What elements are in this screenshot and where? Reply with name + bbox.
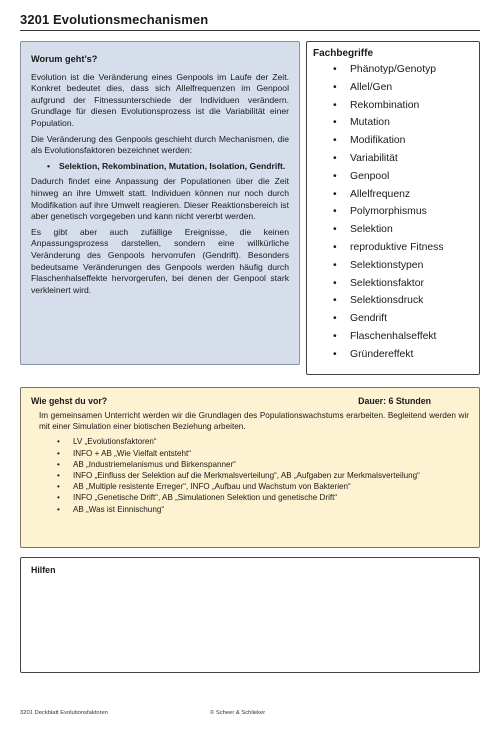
term-item: • Selektionstypen (313, 257, 473, 275)
title-divider (20, 30, 480, 31)
evolution-factors: • Selektion, Rekombination, Mutation, Isolation, Gendrift. (43, 161, 289, 173)
duration-label: Dauer: 6 Stunden (358, 396, 431, 406)
intro-paragraph-4: Es gibt aber auch zufällige Ereignisse, die keinen Anpassungsprozess darstellen, sondern eine willkürliche Veränderung des Genpools hervorrufen (Gendrift). Besonders bedeutsame Veränderungen des Genpools werden häufig durch Flaschenhalseffekte hervorgerufen, bei denen der Genpool stark verkleinert wird. (31, 226, 289, 295)
term-item: • Modifikation (313, 132, 473, 150)
terms-list (313, 61, 473, 364)
terms-heading: Fachbegriffe (313, 48, 374, 59)
term-item: • Phänotyp/Genotyp (313, 61, 473, 79)
term-item: • Mutation (313, 114, 473, 132)
term-item: • Flaschenhalseffekt (313, 328, 473, 346)
procedure-item: • INFO + AB „Wie Vielfalt entsteht“ (55, 448, 469, 459)
intro-heading: Worum geht’s? (31, 54, 98, 64)
help-box (20, 557, 480, 673)
help-heading: Hilfen (31, 565, 56, 575)
term-item: • Rekombination (313, 97, 473, 115)
term-item: • Selektionsdruck (313, 292, 473, 310)
evolution-factors-list (43, 161, 289, 173)
term-item: • Gendrift (313, 310, 473, 328)
procedure-heading: Wie gehst du vor? (31, 396, 108, 406)
terms-box (306, 41, 480, 375)
procedure-item: • AB „Industriemelanismus und Birkenspanner“ (55, 459, 469, 470)
procedure-text: Im gemeinsamen Unterricht werden wir die Grundlagen des Populationswachstums erarbeiten. Begleitend werden wir mit einer Simulation einer biotischen Beziehung arbeiten. (39, 411, 469, 432)
footer-document-name: 3201 Deckblatt Evolutionsfaktoren (20, 710, 108, 716)
term-item: • Selektion (313, 221, 473, 239)
intro-paragraph-1: Evolution ist die Veränderung eines Genpools im Laufe der Zeit. Konkret bedeutet dies, dass sich Allelfrequenzen im Genpool aufgrund der Fitnessunterschiede der Individuen verändern. Grundlage für diesen Evolutionsprozess ist die Variabilität einer Population. (31, 71, 289, 128)
page-title: 3201 Evolutionsmechanismen (20, 12, 209, 27)
term-item: • Variabilität (313, 150, 473, 168)
term-item: • Allelfrequenz (313, 186, 473, 204)
procedure-item: • AB „Was ist Einnischung“ (55, 504, 469, 515)
term-item: • reproduktive Fitness (313, 239, 473, 257)
footer-copyright: © Scheer & Schlieker (210, 710, 266, 716)
procedure-list (55, 436, 469, 514)
procedure-item: • INFO „Genetische Drift“, AB „Simulationen Selektion und genetische Drift“ (55, 492, 469, 503)
term-item: • Genpool (313, 168, 473, 186)
term-item: • Gründereffekt (313, 346, 473, 364)
procedure-header (31, 396, 469, 406)
intro-paragraph-3: Dadurch findet eine Anpassung der Populationen über die Zeit hinweg an ihre Umwelt statt. Individuen können nur noch durch Modifikation auf ihre Umwelt reagieren. Dieser Reaktionsbereich ist aber genetisch vorgegeben und kann nicht vererbt werden. (31, 176, 289, 222)
intro-box (20, 41, 300, 365)
procedure-item: • AB „Multiple resistente Erreger“, INFO „Aufbau und Wachstum von Bakterien“ (55, 481, 469, 492)
procedure-item: • INFO „Einfluss der Selektion auf die Merkmalsverteilung“, AB „Aufgaben zur Merkmalsverteilung“ (55, 470, 469, 481)
term-item: • Selektionsfaktor (313, 275, 473, 293)
term-item: • Allel/Gen (313, 79, 473, 97)
procedure-item: • LV „Evolutionsfaktoren“ (55, 436, 469, 447)
procedure-box (20, 387, 480, 548)
intro-paragraph-2: Die Veränderung des Genpools geschieht durch Mechanismen, die als Evolutionsfaktoren bezeichnet werden: (31, 133, 289, 156)
term-item: • Polymorphismus (313, 203, 473, 221)
